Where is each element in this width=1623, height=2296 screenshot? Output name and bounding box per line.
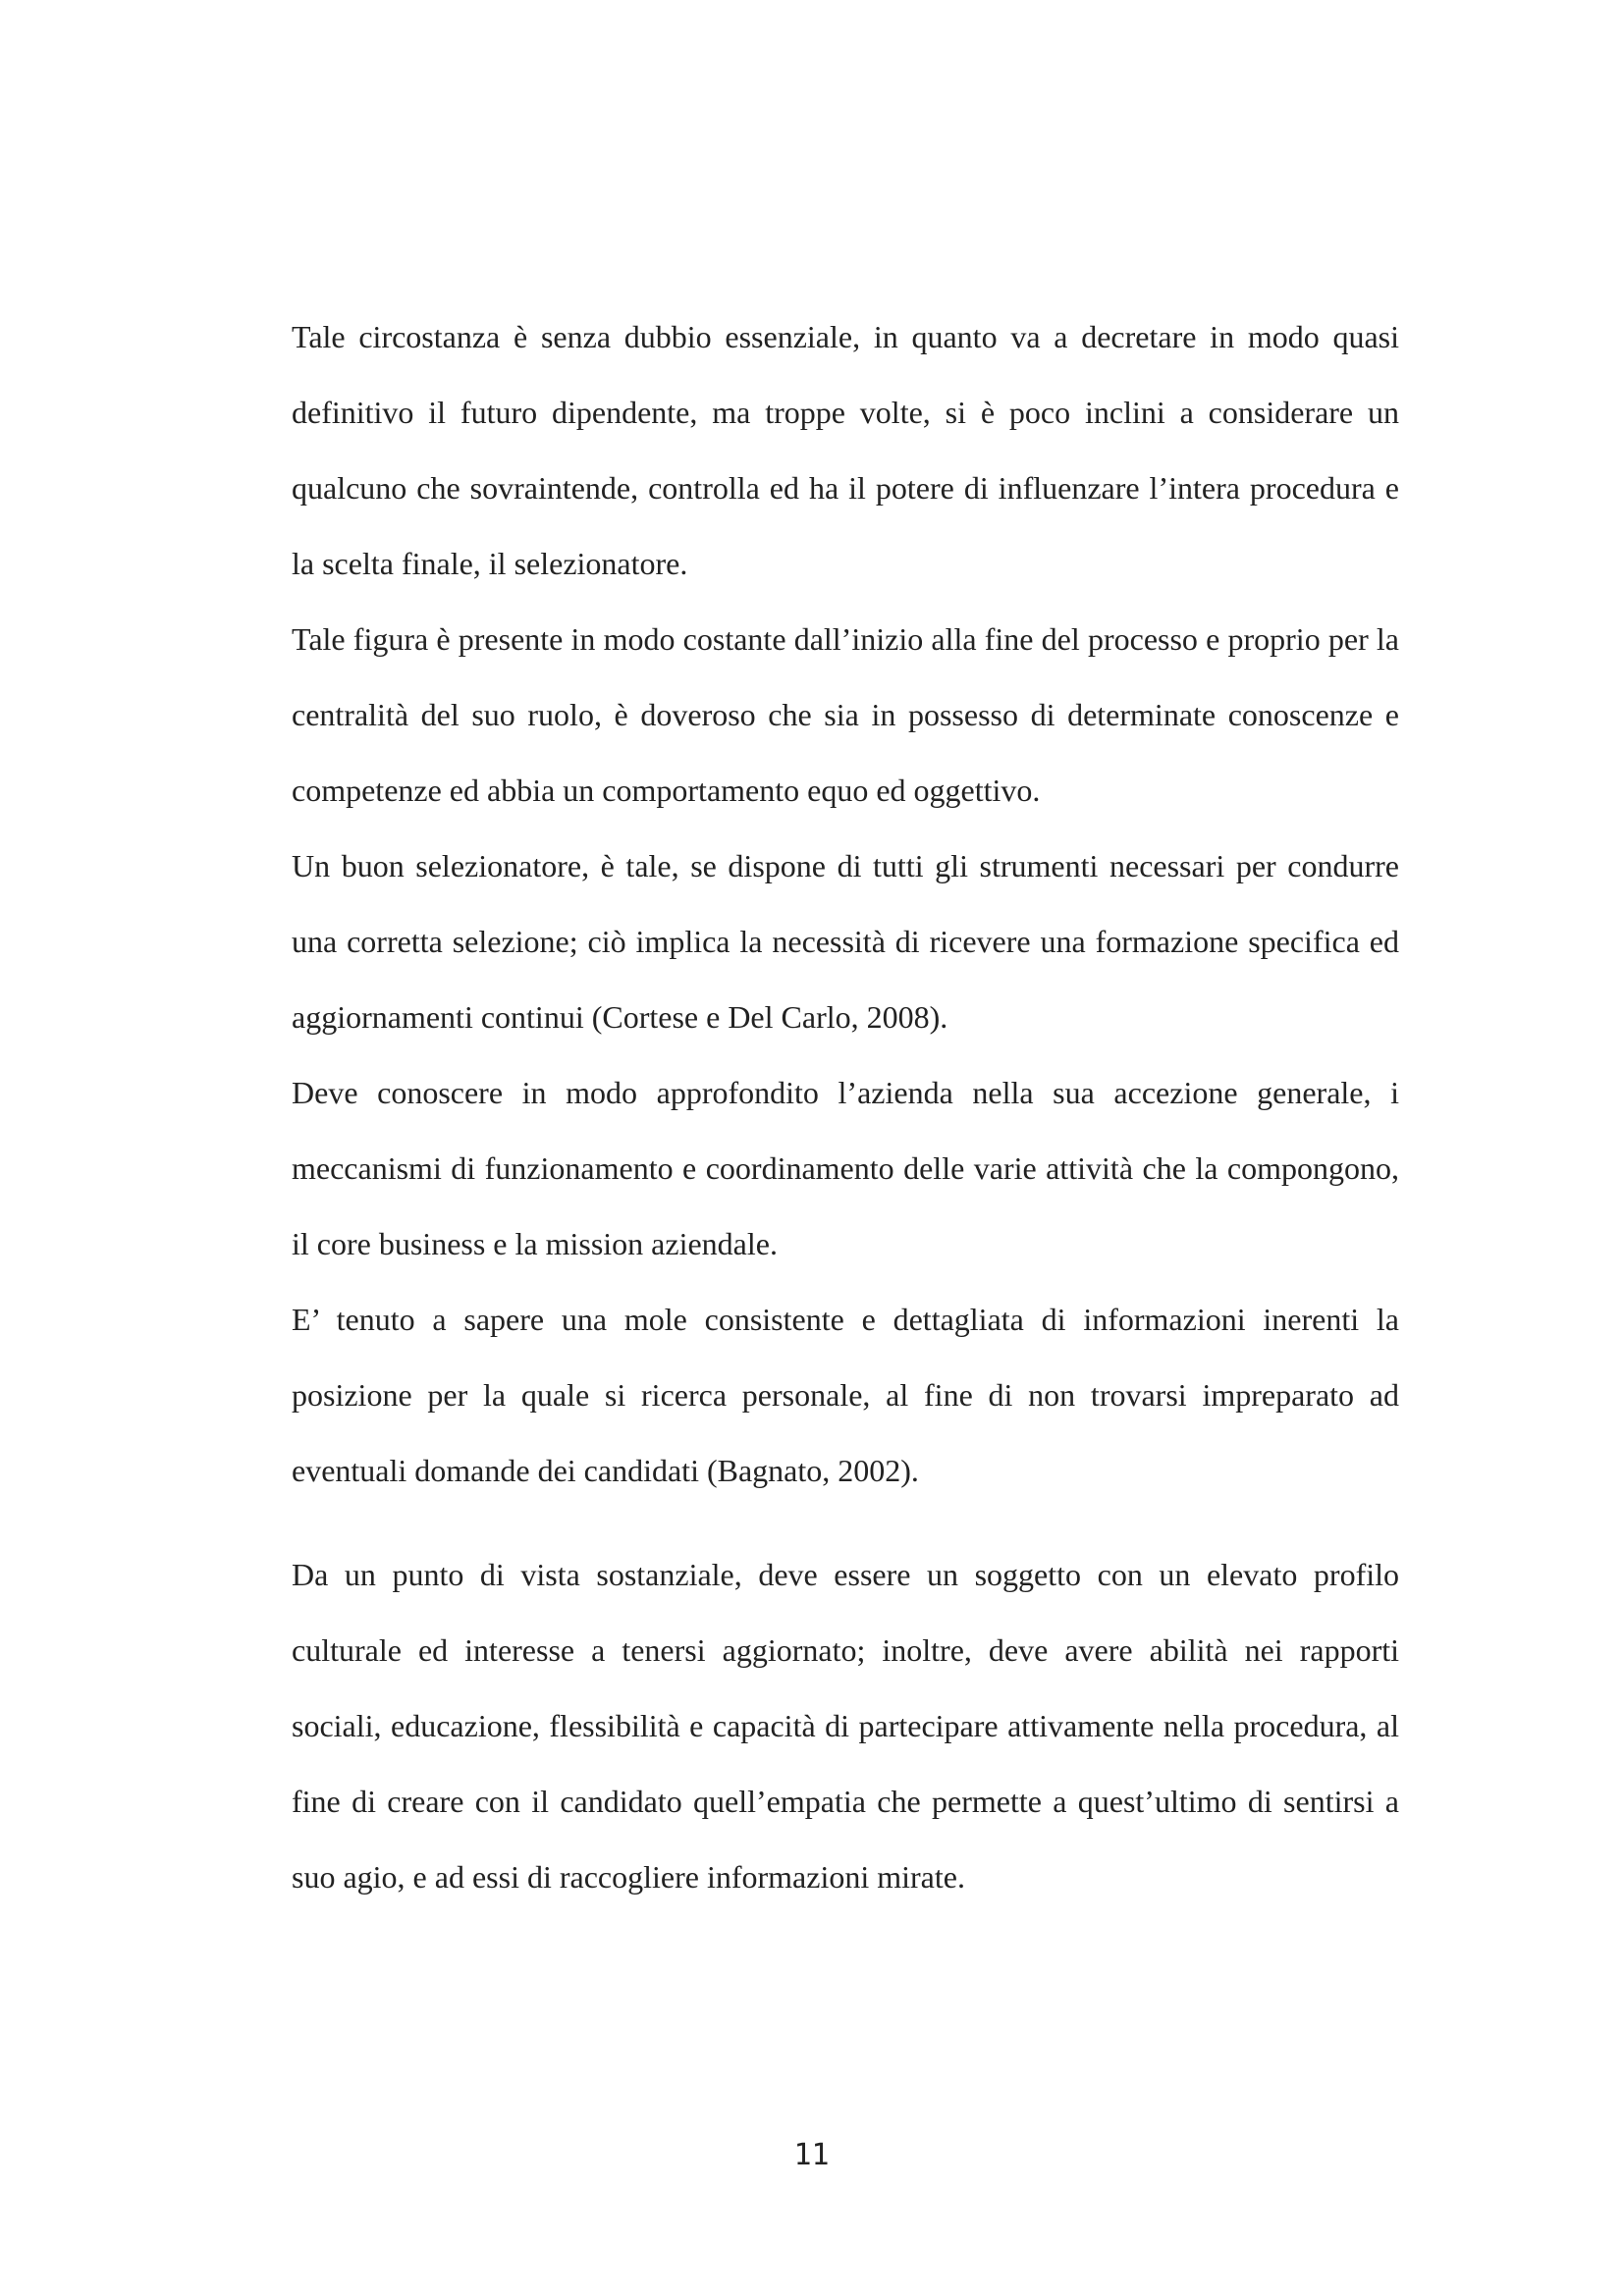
paragraph-5: E’ tenuto a sapere una mole consistente e dettagliata di informazioni inerenti la posizione per la quale si ricerca personale, al fine di non trovarsi impreparato ad eventuali domande dei candidati (Bagnato, 2002).	[292, 1302, 1399, 1488]
paragraph-1: Tale circostanza è senza dubbio essenziale, in quanto va a decretare in modo quasi definitivo il futuro dipendente, ma troppe volte, si è poco inclini a considerare un qualcuno che sovraintende, controlla ed ha il potere di influenzare l’intera procedura e la scelta finale, il selezionatore.	[292, 319, 1399, 581]
paragraph-4: Deve conoscere in modo approfondito l’azienda nella sua accezione generale, i meccanismi di funzionamento e coordinamento delle varie attività che la compongono, il core business e la mission aziendale.	[292, 1075, 1399, 1261]
page-number: 11	[793, 2138, 830, 2172]
paragraph-6: Da un punto di vista sostanziale, deve essere un soggetto con un elevato profilo culturale ed interesse a tenersi aggiornato; inoltre, deve avere abilità nei rapporti sociali, educazione, flessibilità e capacità di partecipare attivamente nella procedura, al fine di creare con il candidato quell’empatia che permette a quest’ultimo di sentirsi a suo agio, e ad essi di raccogliere informazioni mirate.	[292, 1557, 1399, 1895]
body-text	[292, 299, 1399, 1915]
paragraph-3: Un buon selezionatore, è tale, se dispone di tutti gli strumenti necessari per condurre una corretta selezione; ciò implica la necessità di ricevere una formazione specifica ed aggiornamenti continui (Cortese e Del Carlo, 2008).	[292, 848, 1399, 1035]
paragraph-2: Tale figura è presente in modo costante dall’inizio alla fine del processo e proprio per la centralità del suo ruolo, è doveroso che sia in possesso di determinate conoscenze e competenze ed abbia un comportamento equo ed oggettivo.	[292, 621, 1399, 808]
